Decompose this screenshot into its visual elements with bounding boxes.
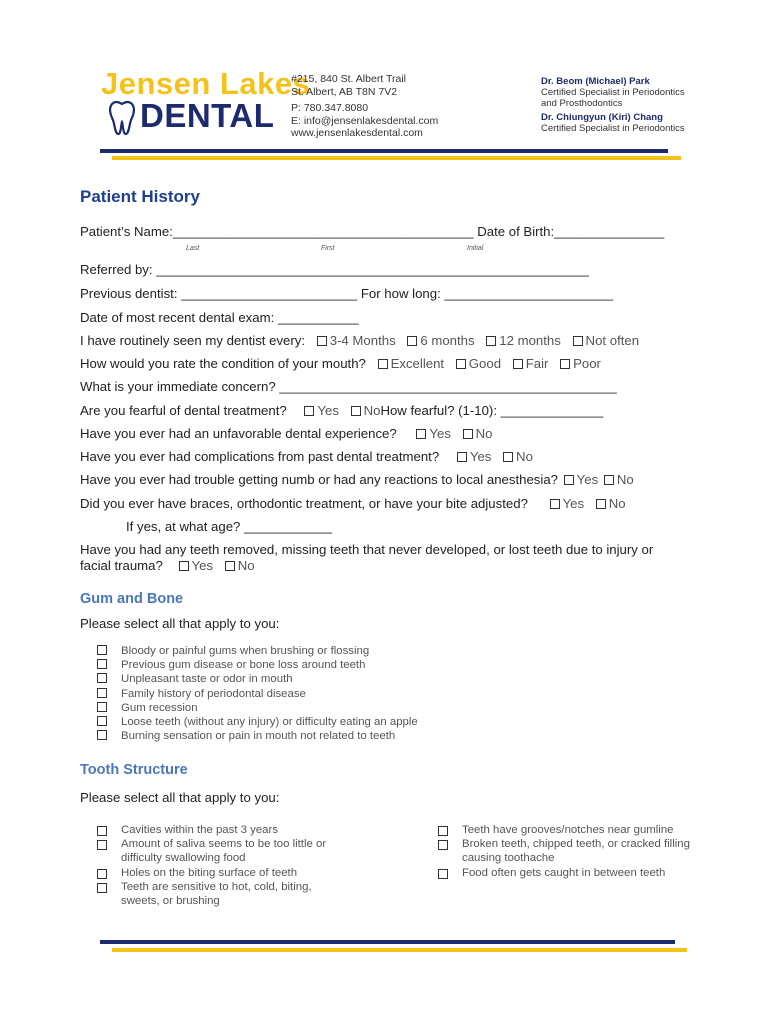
doctor-list	[541, 76, 685, 134]
tooth-checklist-left	[97, 823, 367, 908]
section-title-patient-history: Patient History	[80, 187, 200, 206]
option-yes[interactable]: Yes	[550, 496, 585, 511]
list-item[interactable]: Loose teeth (without any injury) or difficulty eating an apple	[97, 715, 418, 729]
braces-age-field[interactable]: If yes, at what age? ____________	[126, 519, 333, 534]
option-excellent[interactable]: Excellent	[378, 356, 445, 371]
question-text: facial trauma?	[80, 558, 163, 573]
previous-dentist-field[interactable]: Previous dentist: ________________________ For how long: _______________________	[80, 286, 614, 301]
option-yes[interactable]: Yes	[564, 472, 599, 487]
option-12-months[interactable]: 12 months	[486, 333, 561, 348]
checkbox[interactable]	[438, 826, 448, 836]
checkbox[interactable]	[513, 359, 523, 369]
footer-divider-gold	[112, 948, 687, 952]
checkbox[interactable]	[438, 869, 448, 879]
option-no[interactable]: No	[351, 403, 381, 418]
checkbox[interactable]	[438, 840, 448, 850]
checkbox[interactable]	[351, 406, 361, 416]
question-text: Have you ever had trouble getting numb or had any reactions to local anesthesia?	[80, 472, 558, 487]
list-item[interactable]: Gum recession	[97, 701, 418, 715]
option-yes[interactable]: Yes	[304, 403, 339, 418]
doctor-title: Certified Specialist in Periodontics	[541, 123, 685, 134]
option-poor[interactable]: Poor	[560, 356, 601, 371]
checkbox[interactable]	[503, 452, 513, 462]
option-yes[interactable]: Yes	[416, 426, 451, 441]
footer-divider-navy	[100, 940, 675, 944]
list-item[interactable]: Teeth have grooves/notches near gumline	[438, 823, 728, 837]
checkbox[interactable]	[486, 336, 496, 346]
option-yes[interactable]: Yes	[179, 558, 214, 573]
question-text: Did you ever have braces, orthodontic treatment, or have your bite adjusted?	[80, 496, 528, 511]
gum-checklist	[97, 644, 418, 743]
braces-question	[80, 496, 626, 511]
section-title-gum-bone: Gum and Bone	[80, 591, 184, 607]
checkbox[interactable]	[97, 673, 107, 683]
list-item[interactable]: Amount of saliva seems to be too little or difficulty swallowing food	[97, 837, 367, 865]
option-not-often[interactable]: Not often	[573, 333, 640, 348]
checkbox[interactable]	[225, 561, 235, 571]
checkbox[interactable]	[97, 883, 107, 893]
checkbox[interactable]	[457, 452, 467, 462]
list-item[interactable]: Unpleasant taste or odor in mouth	[97, 672, 418, 686]
patient-name-dob-field[interactable]: Patient’s Name:_________________________________________ Date of Birth:_______________	[80, 224, 665, 239]
checkbox[interactable]	[317, 336, 327, 346]
phone-line: P: 780.347.8080	[291, 102, 369, 114]
tooth-checklist-right	[438, 823, 728, 880]
option-yes[interactable]: Yes	[457, 449, 492, 464]
header-divider-gold	[112, 156, 681, 160]
tooth-prompt: Please select all that apply to you:	[80, 790, 280, 805]
checkbox[interactable]	[564, 475, 574, 485]
mouth-condition-question	[80, 356, 601, 371]
fearful-question	[80, 403, 603, 418]
address-line: St. Albert, AB T8N 7V2	[291, 85, 398, 98]
checkbox[interactable]	[407, 336, 417, 346]
checkbox[interactable]	[604, 475, 614, 485]
anesthesia-question	[80, 472, 634, 487]
gum-prompt: Please select all that apply to you:	[80, 616, 280, 631]
list-item[interactable]: Family history of periodontal disease	[97, 687, 418, 701]
question-text: I have routinely seen my dentist every:	[80, 333, 306, 348]
question-text: Have you ever had an unfavorable dental experience?	[80, 426, 397, 441]
checkbox[interactable]	[416, 429, 426, 439]
option-no[interactable]: No	[463, 426, 493, 441]
checkbox[interactable]	[97, 730, 107, 740]
option-good[interactable]: Good	[456, 356, 501, 371]
list-item[interactable]: Food often gets caught in between teeth	[438, 866, 728, 880]
checkbox[interactable]	[596, 499, 606, 509]
option-no[interactable]: No	[604, 472, 634, 487]
checkbox[interactable]	[97, 716, 107, 726]
checkbox[interactable]	[550, 499, 560, 509]
option-fair[interactable]: Fair	[513, 356, 549, 371]
section-title-tooth-structure: Tooth Structure	[80, 762, 188, 778]
header-divider-navy	[100, 149, 668, 153]
option-no[interactable]: No	[596, 496, 626, 511]
question-text: Have you ever had complications from past dental treatment?	[80, 449, 440, 464]
doctor-name: Dr. Chiungyun (Kiri) Chang	[541, 112, 663, 123]
checkbox[interactable]	[97, 659, 107, 669]
checkbox[interactable]	[378, 359, 388, 369]
list-item[interactable]: Bloody or painful gums when brushing or flossing	[97, 644, 418, 658]
recent-exam-field[interactable]: Date of most recent dental exam: ___________	[80, 310, 359, 325]
referred-by-field[interactable]: Referred by: ___________________________________________________________	[80, 262, 589, 277]
checkbox[interactable]	[179, 561, 189, 571]
checkbox[interactable]	[573, 336, 583, 346]
website-line: www.jensenlakesdental.com	[291, 127, 423, 139]
list-item[interactable]: Previous gum disease or bone loss around teeth	[97, 658, 418, 672]
list-item[interactable]: Burning sensation or pain in mouth not related to teeth	[97, 729, 418, 743]
teeth-removed-question-line2	[80, 558, 255, 573]
checkbox[interactable]	[97, 826, 107, 836]
checkbox[interactable]	[304, 406, 314, 416]
name-sub-last: Last	[186, 245, 200, 252]
doctor-title: and Prosthodontics	[541, 98, 623, 109]
question-text: How would you rate the condition of your mouth?	[80, 356, 366, 371]
doctor-name: Dr. Beom (Michael) Park	[541, 76, 650, 87]
doctor-title: Certified Specialist in Periodontics	[541, 87, 685, 98]
clinic-address	[291, 73, 438, 140]
option-6-months[interactable]: 6 months	[407, 333, 474, 348]
immediate-concern-field[interactable]: What is your immediate concern? ______________________________________________	[80, 379, 617, 394]
logo-text-dental: DENTAL	[140, 97, 275, 134]
logo-text-top: Jensen Lakes	[101, 66, 311, 101]
option-no[interactable]: No	[503, 449, 533, 464]
option-3-4-months[interactable]: 3-4 Months	[317, 333, 396, 348]
checkbox[interactable]	[456, 359, 466, 369]
checkbox[interactable]	[97, 869, 107, 879]
checkbox[interactable]	[97, 645, 107, 655]
routine-visit-question	[80, 333, 639, 348]
checkbox[interactable]	[97, 840, 107, 850]
checkbox[interactable]	[463, 429, 473, 439]
name-sub-first: First	[321, 245, 335, 252]
list-item[interactable]: Holes on the biting surface of teeth	[97, 866, 367, 880]
complications-question	[80, 449, 533, 464]
list-item[interactable]: Cavities within the past 3 years	[97, 823, 367, 837]
option-no[interactable]: No	[225, 558, 255, 573]
checkbox[interactable]	[97, 688, 107, 698]
teeth-removed-question-line1: Have you had any teeth removed, missing teeth that never developed, or lost teeth due to injury or	[80, 542, 654, 557]
checkbox[interactable]	[560, 359, 570, 369]
name-sub-initial: Initial	[467, 245, 484, 252]
list-item[interactable]: Broken teeth, chipped teeth, or cracked filling causing toothache	[438, 837, 728, 865]
tooth-logo-icon	[107, 100, 137, 136]
checkbox[interactable]	[97, 702, 107, 712]
how-fearful-field[interactable]: How fearful? (1-10): ______________	[380, 403, 604, 418]
list-item[interactable]: Teeth are sensitive to hot, cold, biting, sweets, or brushing	[97, 880, 367, 908]
unfavorable-question	[80, 426, 492, 441]
email-line: E: info@jensenlakesdental.com	[291, 114, 439, 127]
address-line: #215, 840 St. Albert Trail	[291, 73, 406, 85]
question-text: Are you fearful of dental treatment?	[80, 403, 287, 418]
